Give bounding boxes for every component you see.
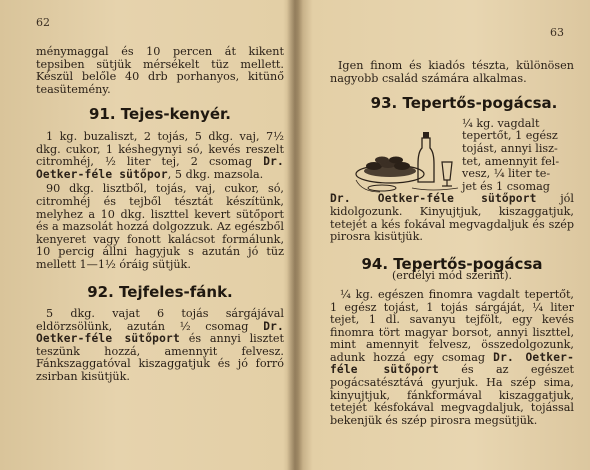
intro-paragraph-left: ménymaggal és 10 percen át kikent tepsiben sütjük mérsékelt tüz mellett. Készül belőle 40 drb porhanyos, kitünő teasütemény. — [36, 45, 284, 96]
recipe-91-ingredients — [36, 131, 284, 181]
page-number-left: 62 — [36, 16, 50, 29]
recipe-93-line: tepertőt, 1 egész — [462, 129, 558, 143]
recipe-94-text — [330, 289, 574, 428]
recipe-92-text-start: 5 dkg. vajat 6 tojás sárgájával eldörzsölünk, azután ½ csomag — [36, 307, 284, 333]
recipe-94-text-start: ¼ kg. egészen finomra vagdalt tepertőt, 1 egész tojást, 1 tojás sárgáját, ¼ liter tejet, 1 dl. savanyu tejfölt, egy kevés finomra tört magyar borsot, annyi liszttel, mint amennyit felvesz, összedolgozunk, adunk hozzá egy csomag — [330, 287, 574, 364]
left-page-text — [36, 46, 284, 384]
recipe-93-line: jet és 1 csomag — [462, 179, 550, 193]
recipe-94-text-end: és az egészet pogácsatésztává gyurjuk. Ha szép sima, kinyujtjuk, fánkformával kiszaggatjuk, tetejét késfokával megvagdaljuk, tojással bekenjük és szép pirosra megsütjük. — [330, 363, 574, 427]
recipe-title-94: 94. Tepertős-pogácsa — [361, 254, 543, 273]
intro-paragraph-right: Igen finom és kiadós tészta, különösen nagyobb család számára alkalmas. — [330, 59, 574, 85]
recipe-92-text — [36, 308, 284, 384]
recipe-title-91: 91. Tejes-kenyér. — [88, 105, 231, 124]
recipe-91-ingredients-text: 1 kg. buzaliszt, 2 tojás, 5 dkg. vaj, 7½ dkg. cukor, 1 késhegynyi só, kevés reszelt citromhéj, ½ liter tej, 2 csomag — [36, 129, 284, 169]
recipe-93-side-lines — [462, 118, 574, 194]
right-page-text — [330, 60, 574, 427]
recipe-93-line: tojást, annyi lisz- — [462, 141, 558, 155]
recipe-93-line: tet, amennyit fel- — [462, 154, 560, 168]
recipe-94-subtitle: (erdélyi mód szerint). — [392, 269, 512, 283]
brand-name: Dr. Oetker-féle sütőpor — [36, 155, 284, 181]
pastry-illustration — [352, 118, 462, 196]
recipe-91-method: 90 dkg. lisztből, tojás, vaj, cukor, só, citromhéj és tejből tésztát készítünk, melyhez a 10 dkg. liszttel kevert sütőport és a mazsolát hozzá dolgozzuk. Az egészből kenyeret vagy fonott kalácsot formálunk, 10 percig állni hagyjuk s azután jó tüz mellett 1—1½ óráig sütjük. — [36, 182, 284, 271]
recipe-93-text — [330, 193, 574, 243]
brand-name: Dr. Oetker-féle sütőport — [36, 319, 284, 346]
recipe-93-line: vesz, ¼ liter te- — [462, 167, 551, 181]
recipe-title-93: 93. Tepertős-pogácsa. — [370, 94, 558, 113]
recipe-title-92: 92. Tejfeles-fánk. — [87, 282, 233, 301]
recipe-93-text-end: jól kidolgozunk. Kinyujtjuk, kiszaggatjuk, tetejét a kés fokával megvagdaljuk és szép pirosra kisütjük. — [330, 192, 574, 244]
recipe-91-ingredients-text-end: , 5 dkg. mazsola. — [167, 167, 264, 181]
brand-name: Dr. Oetker-féle sütőport — [330, 192, 537, 206]
recipe-93-line: ¼ kg. vagdalt — [462, 116, 540, 130]
recipe-92-text-end: és annyi lisztet teszünk hozzá, amennyit felvesz. Fánkszaggatóval kiszaggatjuk és jó forró zsirban kisütjük. — [36, 332, 284, 384]
page-number-right: 63 — [550, 26, 564, 39]
brand-name: Dr. Oetker-féle sütőport — [330, 350, 574, 377]
